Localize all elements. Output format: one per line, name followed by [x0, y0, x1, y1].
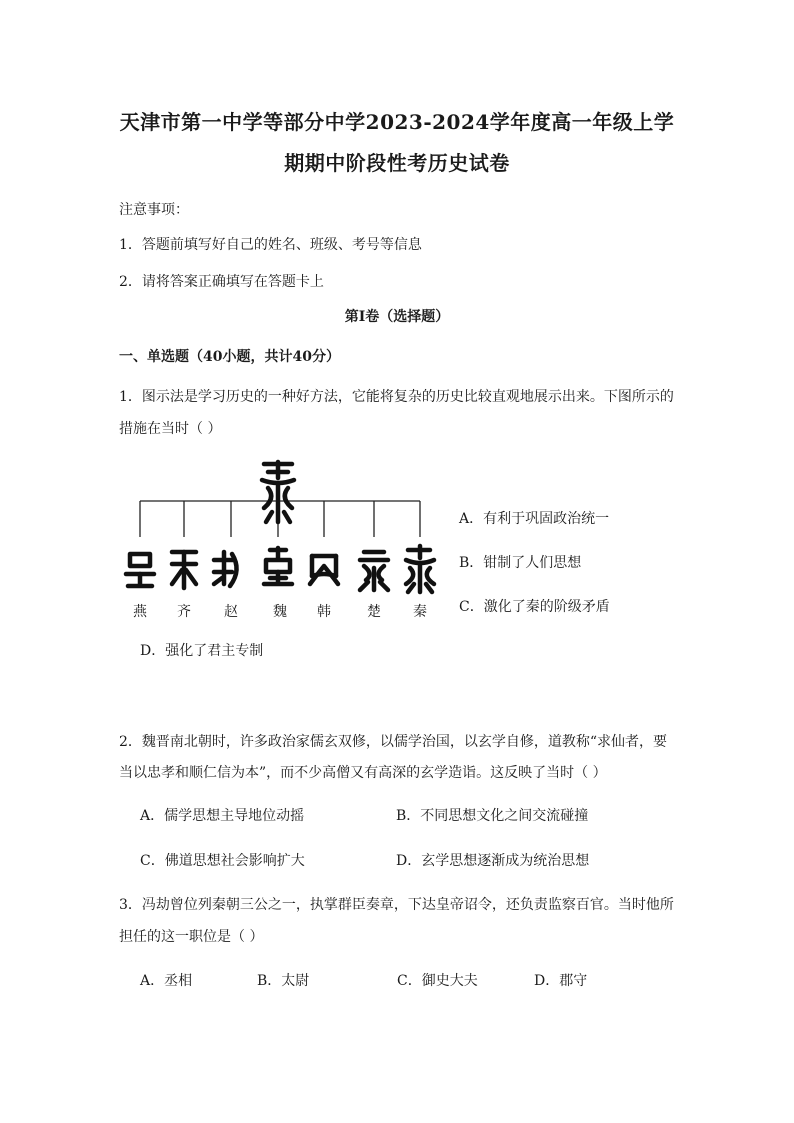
q3-option-d[interactable]: D．郡守	[534, 973, 588, 989]
q2-option-c[interactable]: C．佛道思想社会影响扩大	[140, 853, 305, 869]
state-label: 秦	[413, 604, 427, 620]
state-label: 齐	[177, 604, 191, 620]
state-label: 魏	[273, 604, 287, 620]
figure-tree-lines	[140, 501, 420, 537]
seal-glyph-han	[310, 556, 338, 584]
exam-title-line-2: 期期中阶段性考历史试卷	[284, 151, 510, 175]
q1-stem-line-1: 1．图示法是学习历史的一种好方法，它能将复杂的历史比较直观地展示出来。下图所示的	[119, 389, 674, 405]
q3-option-b[interactable]: B．太尉	[257, 973, 310, 989]
q1-option-c[interactable]: C．激化了秦的阶级矛盾	[459, 599, 610, 615]
seal-glyph-zhao	[214, 552, 237, 586]
seal-script-glyph-unified	[262, 462, 294, 522]
q1-option-b[interactable]: B．钳制了人们思想	[459, 555, 582, 571]
seal-glyph-wei	[264, 548, 292, 584]
part-heading: 一、单选题（40小题，共计40分）	[119, 349, 340, 365]
q1-option-a[interactable]: A．有利于巩固政治统一	[459, 511, 610, 527]
q2-option-d[interactable]: D．玄学思想逐渐成为统治思想	[396, 853, 590, 869]
state-label: 韩	[317, 604, 331, 620]
q2-stem-line-2: 当以忠孝和顺仁信为本”，而不少高僧又有高深的玄学造诣。这反映了当时（ ）	[119, 765, 607, 781]
notes-heading: 注意事项：	[119, 202, 189, 218]
seal-glyph-chu	[360, 552, 388, 590]
seal-glyph-qi	[172, 552, 196, 588]
q3-option-c[interactable]: C．御史大夫	[397, 973, 478, 989]
state-label: 赵	[224, 604, 238, 620]
seal-glyph-yan	[126, 554, 154, 586]
q3-stem-line-2: 担任的这一职位是（ ）	[119, 929, 264, 945]
exam-title-line-1: 天津市第一中学等部分中学2023-2024学年度高一年级上学	[119, 110, 675, 134]
q1-option-d[interactable]: D．强化了君主专制	[140, 643, 264, 659]
q2-stem-line-1: 2．魏晋南北朝时，许多政治家儒玄双修，以儒学治国，以玄学自修，道教称“求仙者，要	[119, 734, 668, 750]
q2-option-a[interactable]: A．儒学思想主导地位动摇	[140, 808, 305, 824]
q1-stem-line-2: 措施在当时（ ）	[119, 421, 222, 437]
seal-glyph-qin	[406, 546, 434, 592]
state-label: 楚	[367, 604, 381, 620]
q3-stem-line-1: 3．冯劫曾位列秦朝三公之一，执掌群臣奏章，下达皇帝诏令，还负责监察百官。当时他所	[119, 897, 674, 913]
note-item-2: 2．请将答案正确填写在答题卡上	[119, 274, 324, 290]
q3-option-a[interactable]: A．丞相	[140, 973, 193, 989]
state-labels	[133, 603, 427, 620]
q2-option-b[interactable]: B．不同思想文化之间交流碰撞	[396, 808, 589, 824]
section-title: 第I卷（选择题）	[344, 309, 450, 325]
note-item-1: 1．答题前填写好自己的姓名、班级、考号等信息	[119, 237, 422, 253]
state-label: 燕	[133, 604, 147, 620]
